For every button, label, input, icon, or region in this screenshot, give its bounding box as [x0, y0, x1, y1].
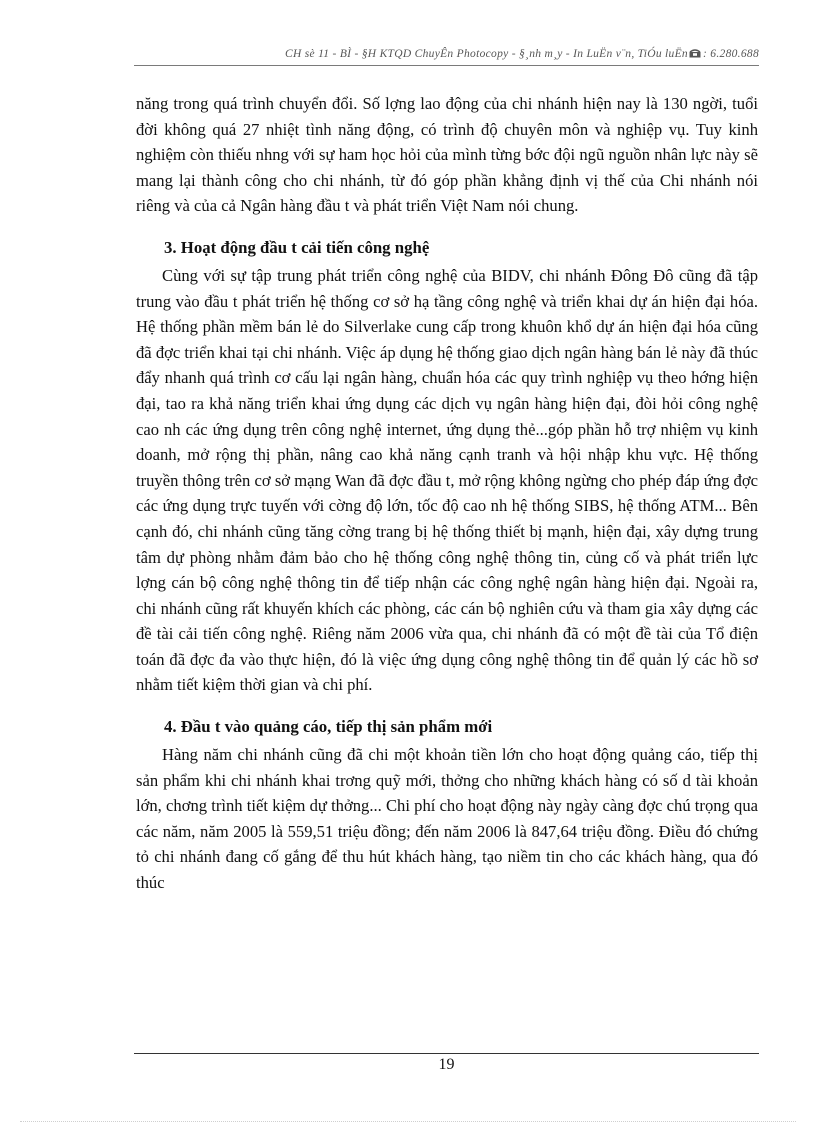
footer-divider [134, 1053, 759, 1054]
header-text: CH sè 11 - BÌ - §H KTQD ChuyÊn Photocopy - §¸nh m¸y - In LuËn v¨n, TiÓu luËn [284, 48, 688, 60]
intro-paragraph: năng trong quá trình chuyển đổi. Số lợng lao động của chi nhánh hiện nay là 130 ngời, tuổi đời không quá 27 nhiệt tình năng động, có trình độ chuyên môn và nghiệp vụ. Tuy kinh nghiệm còn thiếu nhng với sự ham học hỏi của mình từng bớc đội ngũ nguồn nhân lực này sẽ mang lại thành công cho chi nhánh, từ đó góp phần khẳng định vị thế của Chi nhánh nói riêng và của cả Ngân hàng đầu t và phát triển Việt Nam nói chung. [136, 94, 758, 216]
section-4-heading: 4. Đầu t vào quảng cáo, tiếp thị sản phẩm mới [164, 717, 493, 737]
phone-icon [689, 49, 701, 58]
page-bottom-edge [20, 1121, 796, 1122]
document-body [136, 91, 758, 896]
page-header [134, 48, 759, 60]
page-number: 19 [438, 1056, 455, 1073]
section-3-heading: 3. Hoạt động đầu t cải tiến công nghệ [164, 237, 430, 257]
section-4-paragraph: Hàng năm chi nhánh cũng đã chi một khoản tiền lớn cho hoạt động quảng cáo, tiếp thị sản phẩm khi chi nhánh khai trơng quỹ mới, thởng cho những khách hàng có số d tài khoản lớn, chơng trình tiết kiệm dự thởng... Chi phí cho hoạt động này ngày càng đợc chú trọng qua các năm, năm 2005 là 559,51 triệu đồng; đến năm 2006 là 847,64 triệu đồng. Điều đó chứng tỏ chi nhánh đang cố gắng để thu hút khách hàng, tạo niềm tin cho các khách hàng, qua đó thúc [136, 745, 758, 893]
header-divider [134, 65, 759, 66]
section-3-paragraph: Cùng với sự tập trung phát triển công nghệ của BIDV, chi nhánh Đông Đô cũng đã tập trung vào đầu t phát triển hệ thống cơ sở hạ tầng công nghệ và triển khai dự án hiện đại hóa. Hệ thống phần mềm bán lẻ do Silverlake cung cấp trong khuôn khổ dự án hiện đại hóa cũng đã đợc triển khai tại chi nhánh. Việc áp dụng hệ thống giao dịch ngân hàng bán lẻ này đã thúc đẩy nhanh quá trình cơ cấu lại ngân hàng, chuẩn hóa các quy trình nghiệp vụ theo hớng hiện đại, tao ra khả năng triển khai ứng dụng các dịch vụ ngân hàng hiện đại, đòi hỏi công nghệ cao nh các ứng dụng trên công nghệ internet, ứng dụng thẻ...góp phần hỗ trợ nhiệm vụ kinh doanh, mở rộng thị phần, nâng cao khả năng cạnh tranh và hội nhập khu vực. Hệ thống truyền thông trên cơ sở mạng Wan đã đợc đầu t, mở rộng không ngừng cho phép đáp ứng đợc các ứng dụng trực tuyến với cờng độ lớn, tốc độ cao nh hệ thống SIBS, hệ thống ATM... Bên cạnh đó, chi nhánh cũng tăng cờng trang bị hệ thống thiết bị mạnh, hiện đại, xây dựng trung tâm dự phòng nhằm đảm bảo cho hệ thống công nghệ thông tin, củng cố và phát triển lực lợng cán bộ công nghệ thông tin để tiếp nhận các công nghệ ngân hàng hiện đại. Ngoài ra, chi nhánh cũng rất khuyến khích các phòng, các cán bộ nghiên cứu và tham gia xây dựng các đề tài cải tiến công nghệ. Riêng năm 2006 vừa qua, chi nhánh đã có một đề tài của Tổ điện toán đã đợc đa vào thực hiện, đó là việc ứng dụng công nghệ thông tin để quản lý các hồ sơ nhằm tiết kiệm thời gian và chi phí. [136, 265, 758, 695]
header-phone: : 6.280.688 [702, 48, 759, 60]
